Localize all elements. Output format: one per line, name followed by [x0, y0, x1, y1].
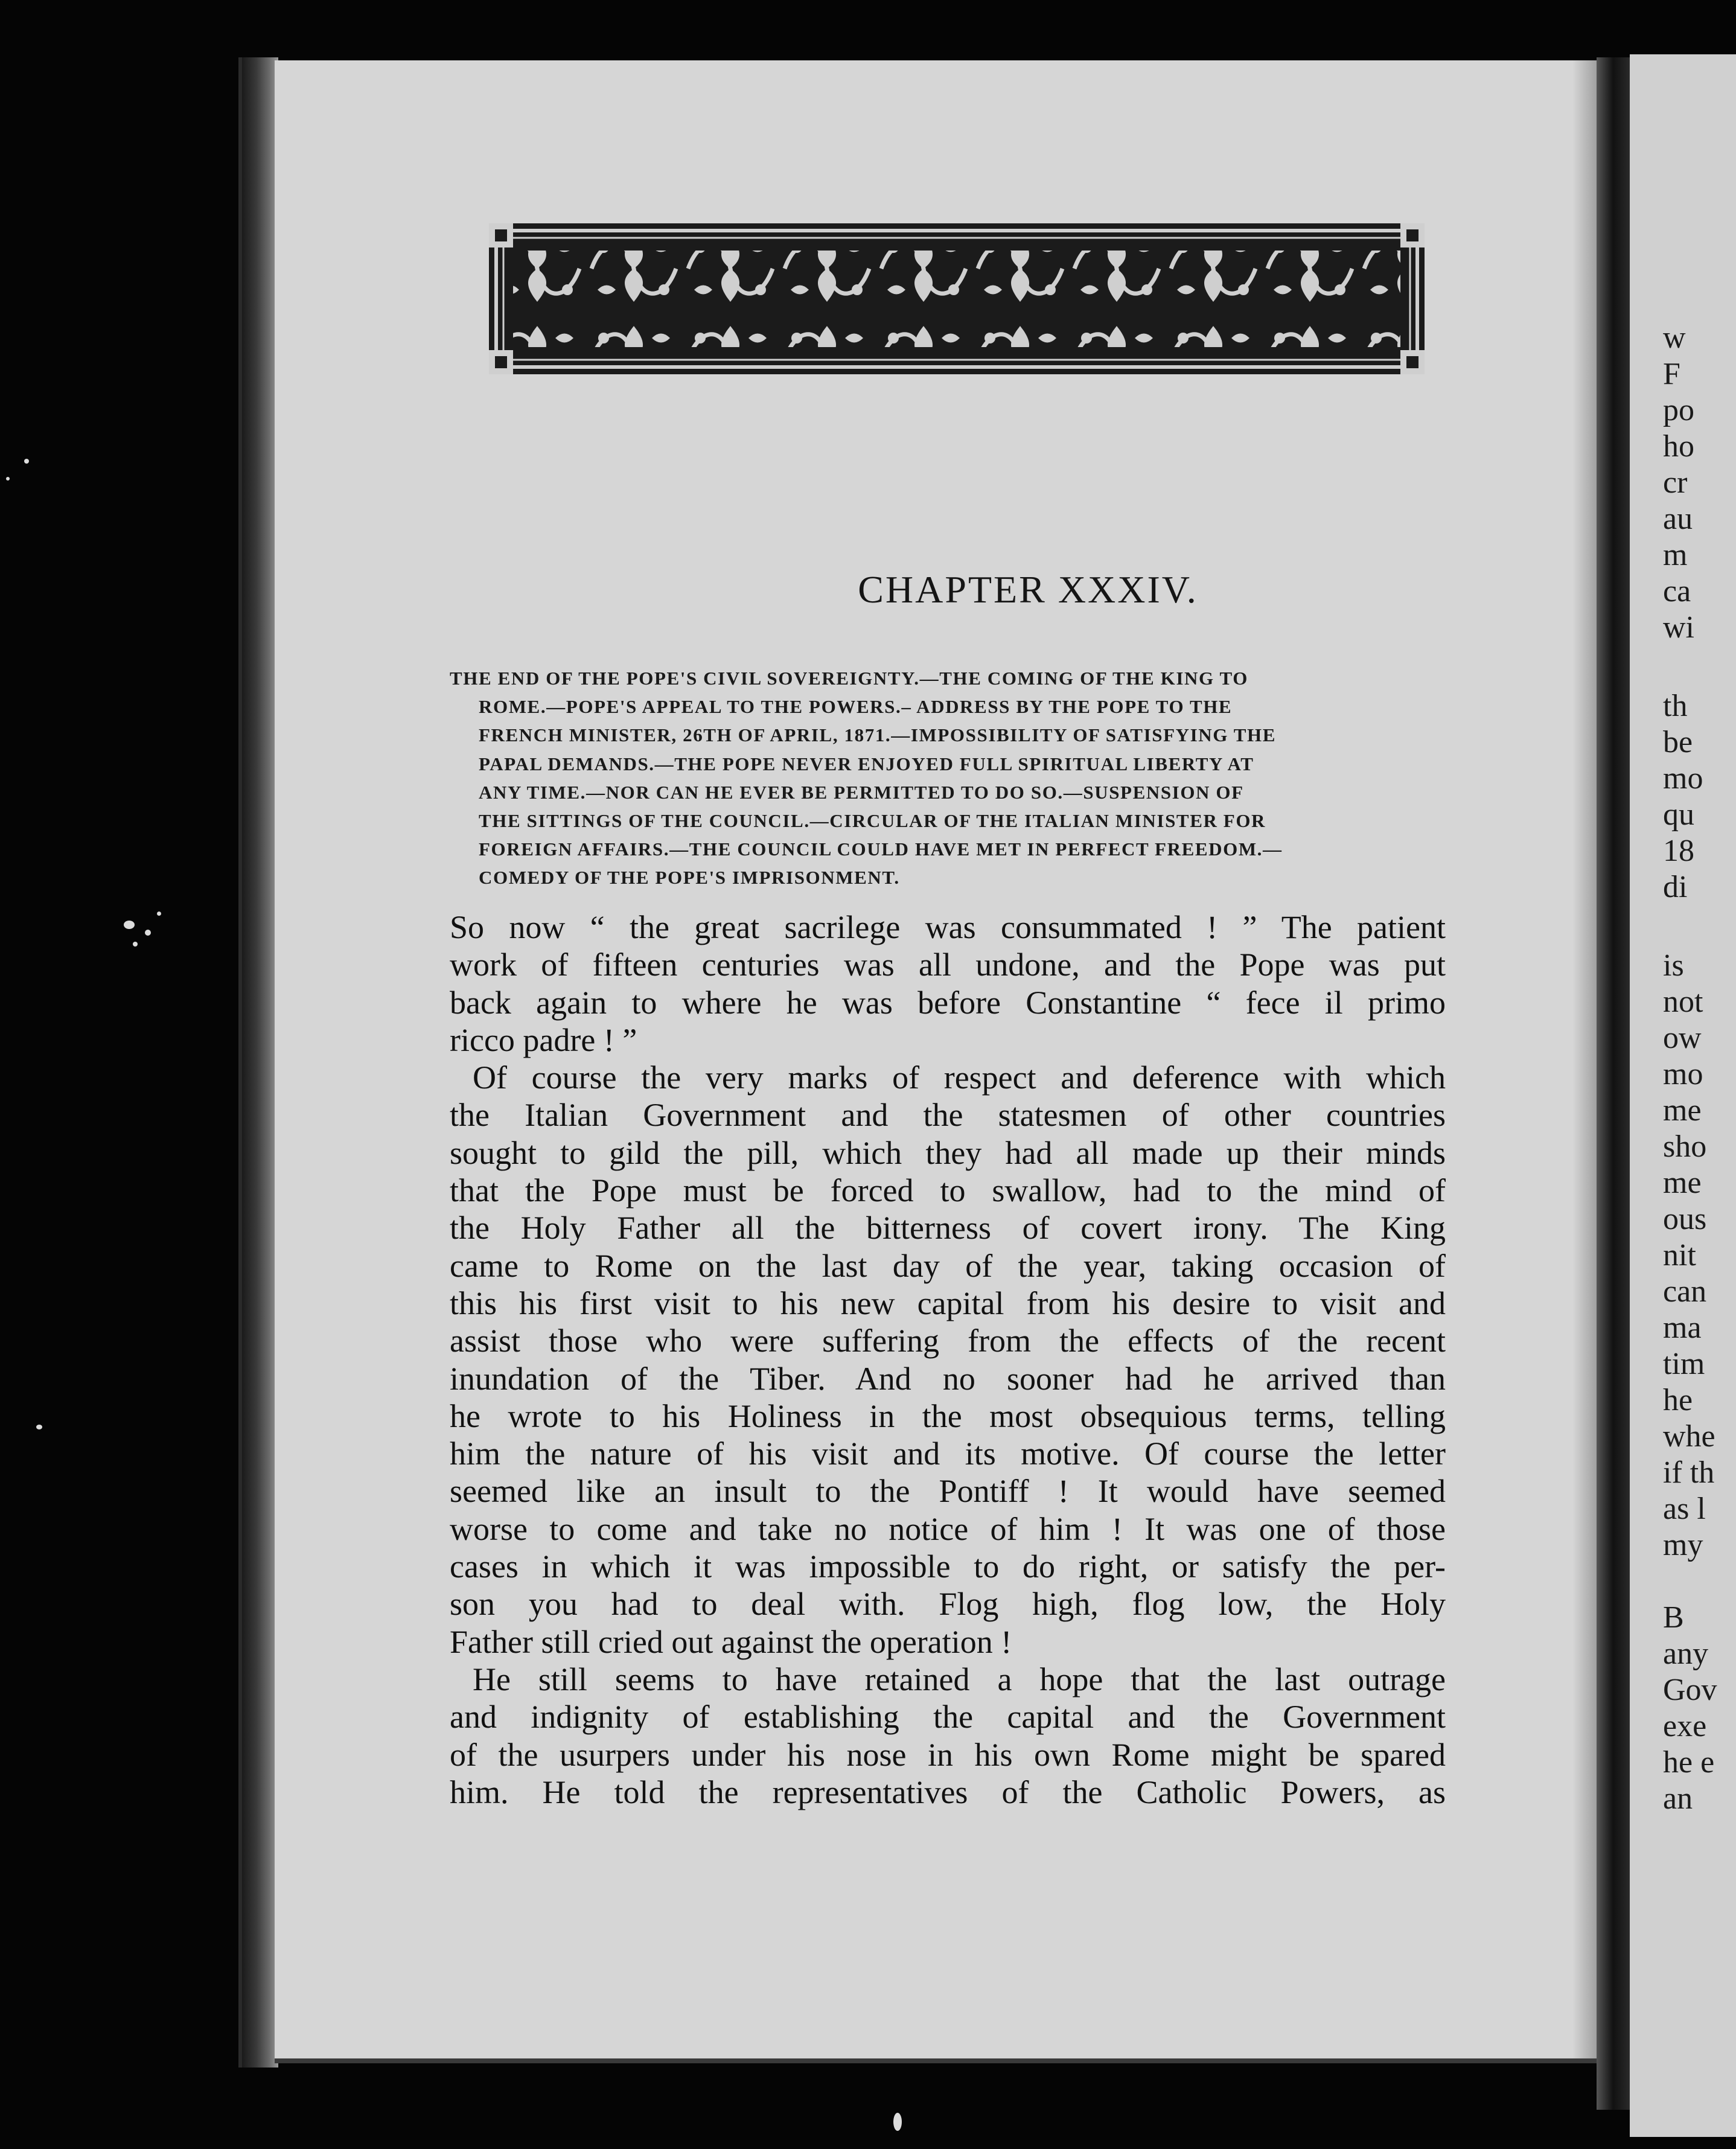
- body-line: him the nature of his visit and its motive. Of course the letter: [450, 1435, 1446, 1472]
- body-line: assist those who were suffering from the effects of the recent: [450, 1323, 1446, 1359]
- body-line: that the Pope must be forced to swallow, had to the mind of: [450, 1172, 1446, 1209]
- body-line: inundation of the Tiber. And no sooner had he arrived than: [450, 1360, 1446, 1397]
- summary-line: COMEDY OF THE POPE'S IMPRISONMENT.: [479, 867, 900, 889]
- facing-page-text-fragment: he: [1663, 1383, 1693, 1417]
- facing-page-text-fragment: whe: [1663, 1419, 1715, 1454]
- facing-page-text-fragment: qu: [1663, 797, 1694, 832]
- summary-line: ANY TIME.—NOR CAN HE EVER BE PERMITTED TO DO SO.—SUSPENSION OF: [479, 781, 1244, 803]
- decorative-headpiece-ornament: [489, 223, 1425, 374]
- body-line: Father still cried out against the operation !: [450, 1623, 1012, 1660]
- chapter-title: CHAPTER XXXIV.: [858, 568, 1198, 611]
- facing-page-text-fragment: Gov: [1663, 1673, 1717, 1707]
- book-left-edge: [238, 57, 278, 2068]
- facing-page-text-fragment: di: [1663, 870, 1688, 904]
- facing-page-text-fragment: nit: [1663, 1238, 1696, 1272]
- facing-page-text-fragment: au: [1663, 502, 1693, 536]
- facing-page-text-fragment: any: [1663, 1636, 1709, 1671]
- facing-page-text-fragment: me: [1663, 1093, 1702, 1128]
- body-line: this his first visit to his new capital from his desire to visit and: [450, 1285, 1446, 1321]
- facing-page-text-fragment: cr: [1663, 465, 1688, 500]
- facing-page-text-fragment: ma: [1663, 1311, 1702, 1345]
- body-line: worse to come and take no notice of him ! It was one of those: [450, 1510, 1446, 1547]
- facing-page-text-fragment: he e: [1663, 1745, 1715, 1780]
- facing-page-text-fragment: if th: [1663, 1455, 1715, 1490]
- summary-line: PAPAL DEMANDS.—THE POPE NEVER ENJOYED FULL SPIRITUAL LIBERTY AT: [479, 753, 1254, 774]
- body-line: he wrote to his Holiness in the most obsequious terms, telling: [450, 1397, 1446, 1434]
- book-gutter: [1597, 57, 1630, 2110]
- facing-page-text-fragment: ow: [1663, 1021, 1702, 1055]
- facing-page-text-fragment: my: [1663, 1528, 1703, 1562]
- facing-page-text-fragment: not: [1663, 985, 1703, 1019]
- facing-page-text-fragment: me: [1663, 1166, 1702, 1200]
- summary-line: FRENCH MINISTER, 26TH OF APRIL, 1871.—IMPOSSIBILITY OF SATISFYING THE: [479, 724, 1277, 746]
- body-line: cases in which it was impossible to do right, or satisfy the per-: [450, 1548, 1446, 1585]
- facing-page-text-fragment: th: [1663, 689, 1688, 723]
- chapter-summary: [450, 664, 1446, 892]
- right-page: [1630, 54, 1736, 2137]
- summary-line: THE END OF THE POPE'S CIVIL SOVEREIGNTY.—THE COMING OF THE KING TO: [450, 668, 1248, 689]
- facing-page-text-fragment: tim: [1663, 1347, 1705, 1381]
- facing-page-text-fragment: exe: [1663, 1709, 1707, 1743]
- body-line: ricco padre ! ”: [450, 1021, 637, 1058]
- facing-page-text-fragment: can: [1663, 1274, 1707, 1309]
- summary-line: THE SITTINGS OF THE COUNCIL.—CIRCULAR OF THE ITALIAN MINISTER FOR: [479, 810, 1266, 832]
- body-line: the Italian Government and the statesmen of other countries: [450, 1097, 1446, 1134]
- facing-page-text-fragment: ho: [1663, 429, 1694, 464]
- body-line: came to Rome on the last day of the year, taking occasion of: [450, 1247, 1446, 1284]
- facing-page-text-fragment: wi: [1663, 610, 1694, 645]
- summary-line: ROME.—POPE'S APPEAL TO THE POWERS.– ADDRESS BY THE POPE TO THE: [479, 696, 1233, 718]
- facing-page-text-fragment: 18: [1663, 834, 1694, 868]
- body-line: him. He told the representatives of the Catholic Powers, as: [450, 1774, 1446, 1810]
- body-line: sought to gild the pill, which they had all made up their minds: [450, 1134, 1446, 1171]
- body-text: [450, 908, 1446, 1811]
- facing-page-text-fragment: m: [1663, 538, 1688, 572]
- body-line: seemed like an insult to the Pontiff ! It would have seemed: [450, 1473, 1446, 1510]
- body-line: and indignity of establishing the capital and the Government: [450, 1699, 1446, 1735]
- facing-page-text-fragment: B: [1663, 1600, 1684, 1635]
- facing-page-text-fragment: ca: [1663, 574, 1691, 608]
- facing-page-text-fragment: po: [1663, 393, 1694, 427]
- facing-page-text-fragment: mo: [1663, 1057, 1703, 1091]
- body-line: work of fifteen centuries was all undone, and the Pope was put: [450, 947, 1446, 983]
- facing-page-text-fragment: is: [1663, 948, 1684, 983]
- facing-page-text-fragment: w: [1663, 321, 1686, 355]
- body-line: He still seems to have retained a hope that the last outrage: [473, 1661, 1446, 1697]
- body-line: Of course the very marks of respect and deference with which: [473, 1059, 1446, 1096]
- facing-page-text-fragment: sho: [1663, 1129, 1707, 1164]
- facing-page-text-fragment: be: [1663, 725, 1693, 759]
- summary-line: FOREIGN AFFAIRS.—THE COUNCIL COULD HAVE MET IN PERFECT FREEDOM.—: [479, 838, 1283, 860]
- body-line: of the usurpers under his nose in his own Rome might be spared: [450, 1736, 1446, 1773]
- facing-page-text-fragment: F: [1663, 357, 1680, 391]
- facing-page-text-fragment: as l: [1663, 1492, 1706, 1526]
- facing-page-text-fragment: an: [1663, 1781, 1693, 1816]
- body-line: the Holy Father all the bitterness of covert irony. The King: [450, 1210, 1446, 1247]
- body-line: son you had to deal with. Flog high, flog low, the Holy: [450, 1586, 1446, 1623]
- facing-page-text-fragment: ous: [1663, 1202, 1707, 1236]
- body-line: back again to where he was before Constantine “ fece il primo: [450, 984, 1446, 1021]
- body-line: So now “ the great sacrilege was consummated ! ” The patient: [450, 909, 1446, 945]
- facing-page-text-fragment: mo: [1663, 761, 1703, 796]
